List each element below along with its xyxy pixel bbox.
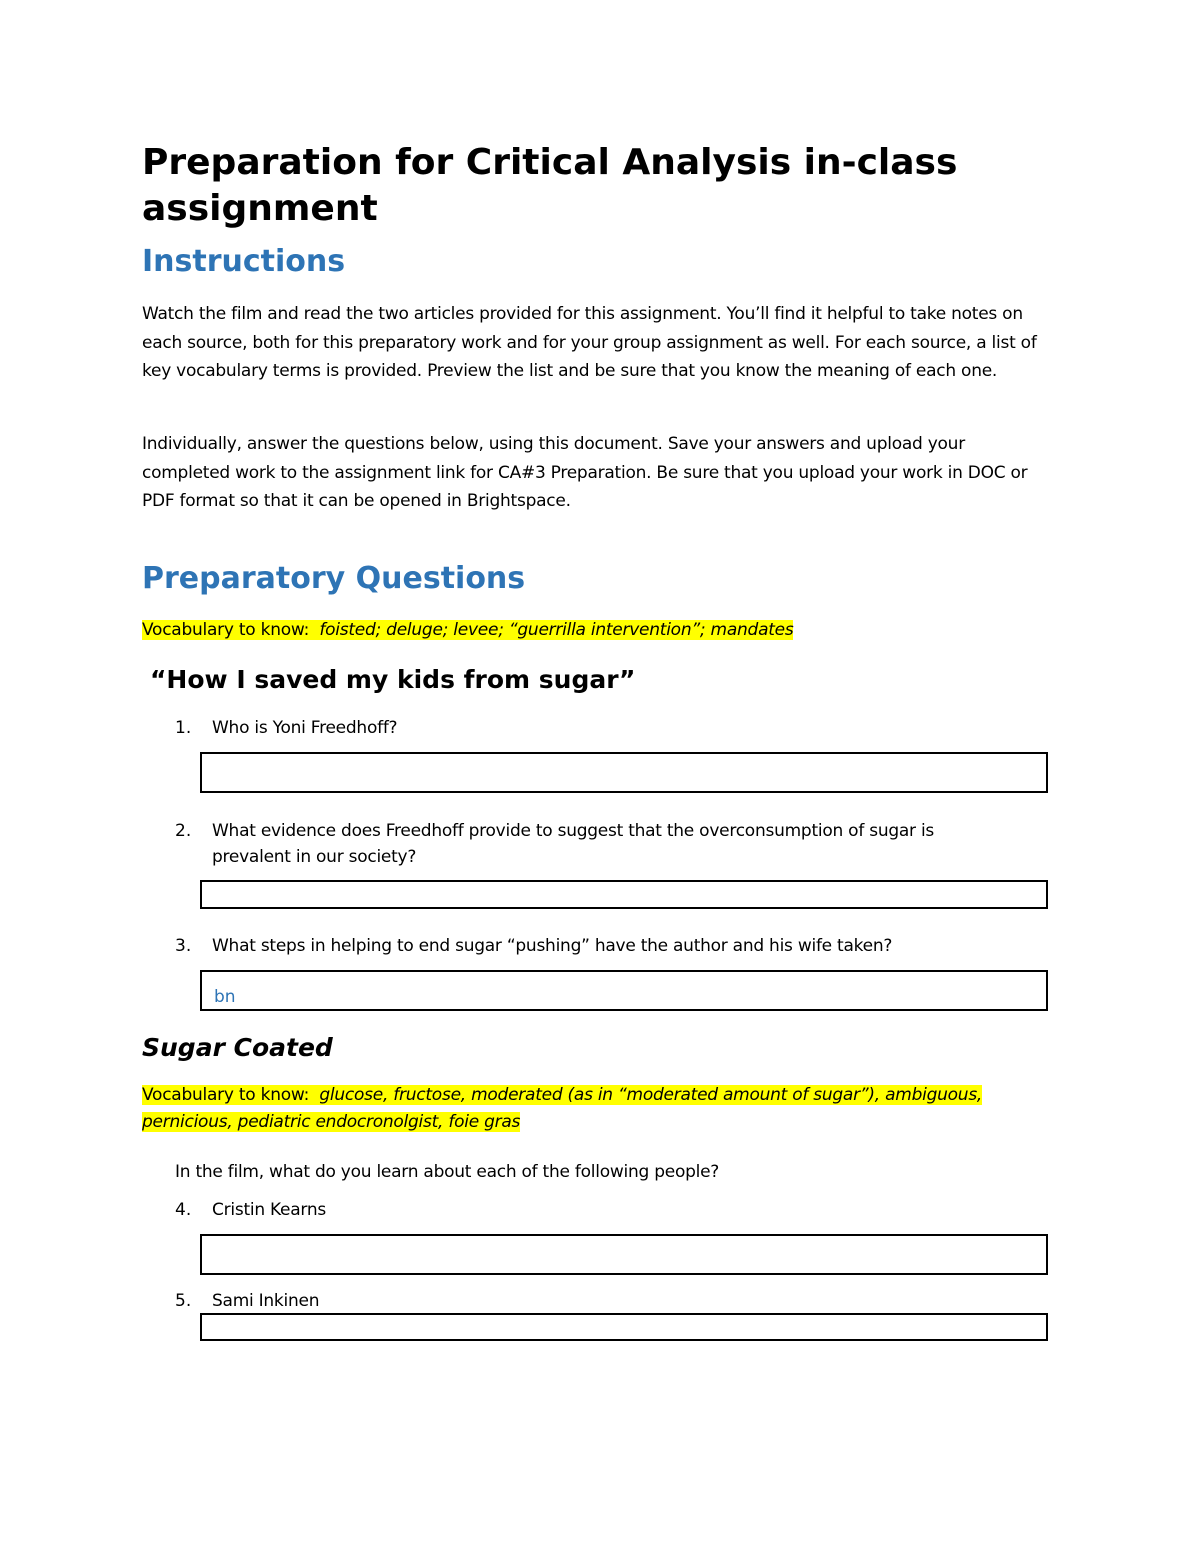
instructions-paragraph-1: Watch the film and read the two articles provided for this assignment. You’ll find it helpful to take notes on each source, both for this preparatory work and for your group assignment as well. For each source, a list of key vocabulary terms is provided. Preview the list and be sure that you know the meaning of each one. (142, 304, 1037, 381)
question-5-text: Sami Inkinen (212, 1291, 320, 1311)
question-5-number: 5. (175, 1291, 192, 1311)
sugar-coated-heading: Sugar Coated (142, 1033, 333, 1062)
answer-box-1[interactable] (200, 752, 1048, 793)
question-1-number: 1. (175, 718, 192, 738)
question-3-number: 3. (175, 936, 192, 956)
question-2-text: What evidence does Freedhoff provide to suggest that the overconsumption of sugar is prevalent in our society? (212, 821, 935, 867)
answer-box-5[interactable] (200, 1313, 1048, 1341)
instructions-paragraph-2: Individually, answer the questions below, using this document. Save your answers and upload your completed work to the assignment link for CA#3 Preparation. Be sure that you upload your work in DOC or PDF format so that it can be opened in Brightspace. (142, 434, 1028, 511)
answer-box-3[interactable] (200, 970, 1048, 1011)
vocab-highlight (142, 620, 793, 640)
question-1-text: Who is Yoni Freedhoff? (212, 718, 398, 738)
answer-3-text: bn (214, 987, 236, 1007)
question-3-text: What steps in helping to end sugar “pushing” have the author and his wife taken? (212, 936, 893, 956)
vocab-terms: foisted; deluge; levee; “guerrilla intervention”; mandates (319, 620, 794, 640)
vocab-highlight-film (142, 1085, 982, 1132)
vocab-terms-film: glucose, fructose, moderated (as in “moderated amount of sugar”), ambiguous, pernicious, pediatric endocronolgist, foie gras (142, 1085, 983, 1132)
answer-box-2[interactable] (200, 880, 1048, 909)
page-title: Preparation for Critical Analysis in-class assignment (142, 142, 958, 229)
vocab-list-film (142, 1082, 1052, 1136)
film-intro: In the film, what do you learn about each of the following people? (175, 1162, 720, 1182)
question-4-number: 4. (175, 1200, 192, 1220)
preparatory-questions-heading: Preparatory Questions (142, 561, 526, 596)
instructions-heading: Instructions (142, 244, 346, 279)
article-heading: “How I saved my kids from sugar” (150, 665, 636, 694)
vocab-label-film: Vocabulary to know: (142, 1085, 310, 1105)
answer-box-4[interactable] (200, 1234, 1048, 1275)
vocab-list-article (142, 617, 1052, 644)
question-2-number: 2. (175, 821, 192, 841)
vocab-label: Vocabulary to know: (142, 620, 310, 640)
question-4-text: Cristin Kearns (212, 1200, 327, 1220)
